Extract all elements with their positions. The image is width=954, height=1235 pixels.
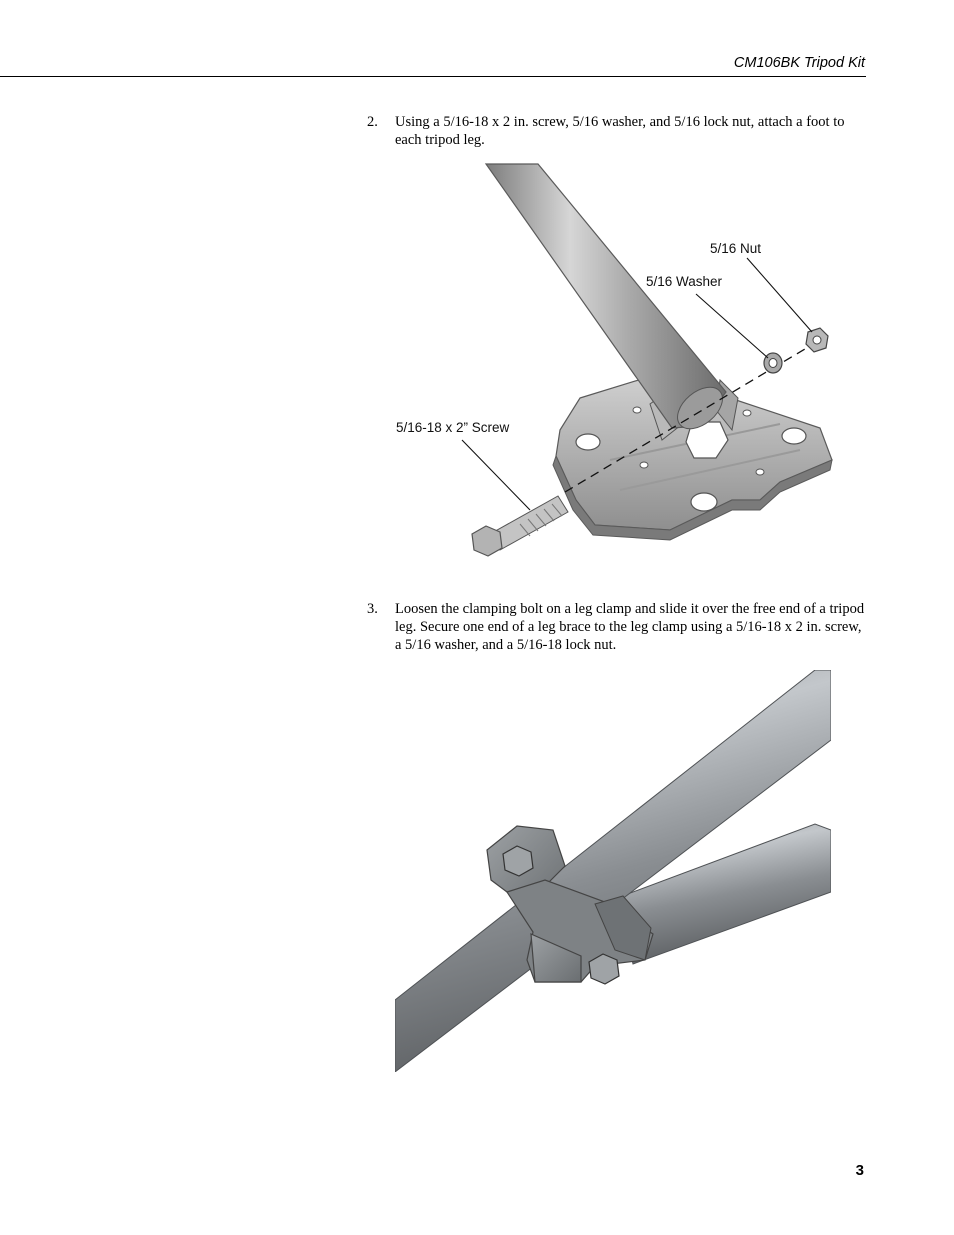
step-text: Loosen the clamping bolt on a leg clamp and slide it over the free end of a tripod leg. Secure one end of a leg brace to the leg clamp using a 5/16-18 x 2 in. screw, a 5/16 washer, and a 5/16-18 lock nut. bbox=[395, 601, 865, 653]
header-title: CM106BK Tripod Kit bbox=[733, 55, 865, 71]
leg-clamp-figure bbox=[395, 670, 835, 1075]
step-text: Using a 5/16-18 x 2 in. screw, 5/16 washer, and 5/16 lock nut, attach a foot to each tripod leg. bbox=[395, 114, 845, 148]
step-number: 2. bbox=[367, 114, 378, 130]
callout-washer: 5/16 Washer bbox=[646, 274, 723, 289]
foot-assembly-figure bbox=[380, 160, 860, 570]
callout-nut: 5/16 Nut bbox=[710, 241, 762, 256]
page-number: 3 bbox=[855, 1162, 864, 1179]
step-number: 3. bbox=[367, 601, 378, 617]
screw bbox=[472, 496, 568, 556]
washer bbox=[764, 353, 782, 373]
callout-screw: 5/16-18 x 2” Screw bbox=[396, 420, 510, 435]
step-2 bbox=[367, 113, 867, 149]
step-3 bbox=[367, 600, 867, 654]
header-rule bbox=[0, 76, 866, 77]
nut bbox=[806, 328, 828, 352]
